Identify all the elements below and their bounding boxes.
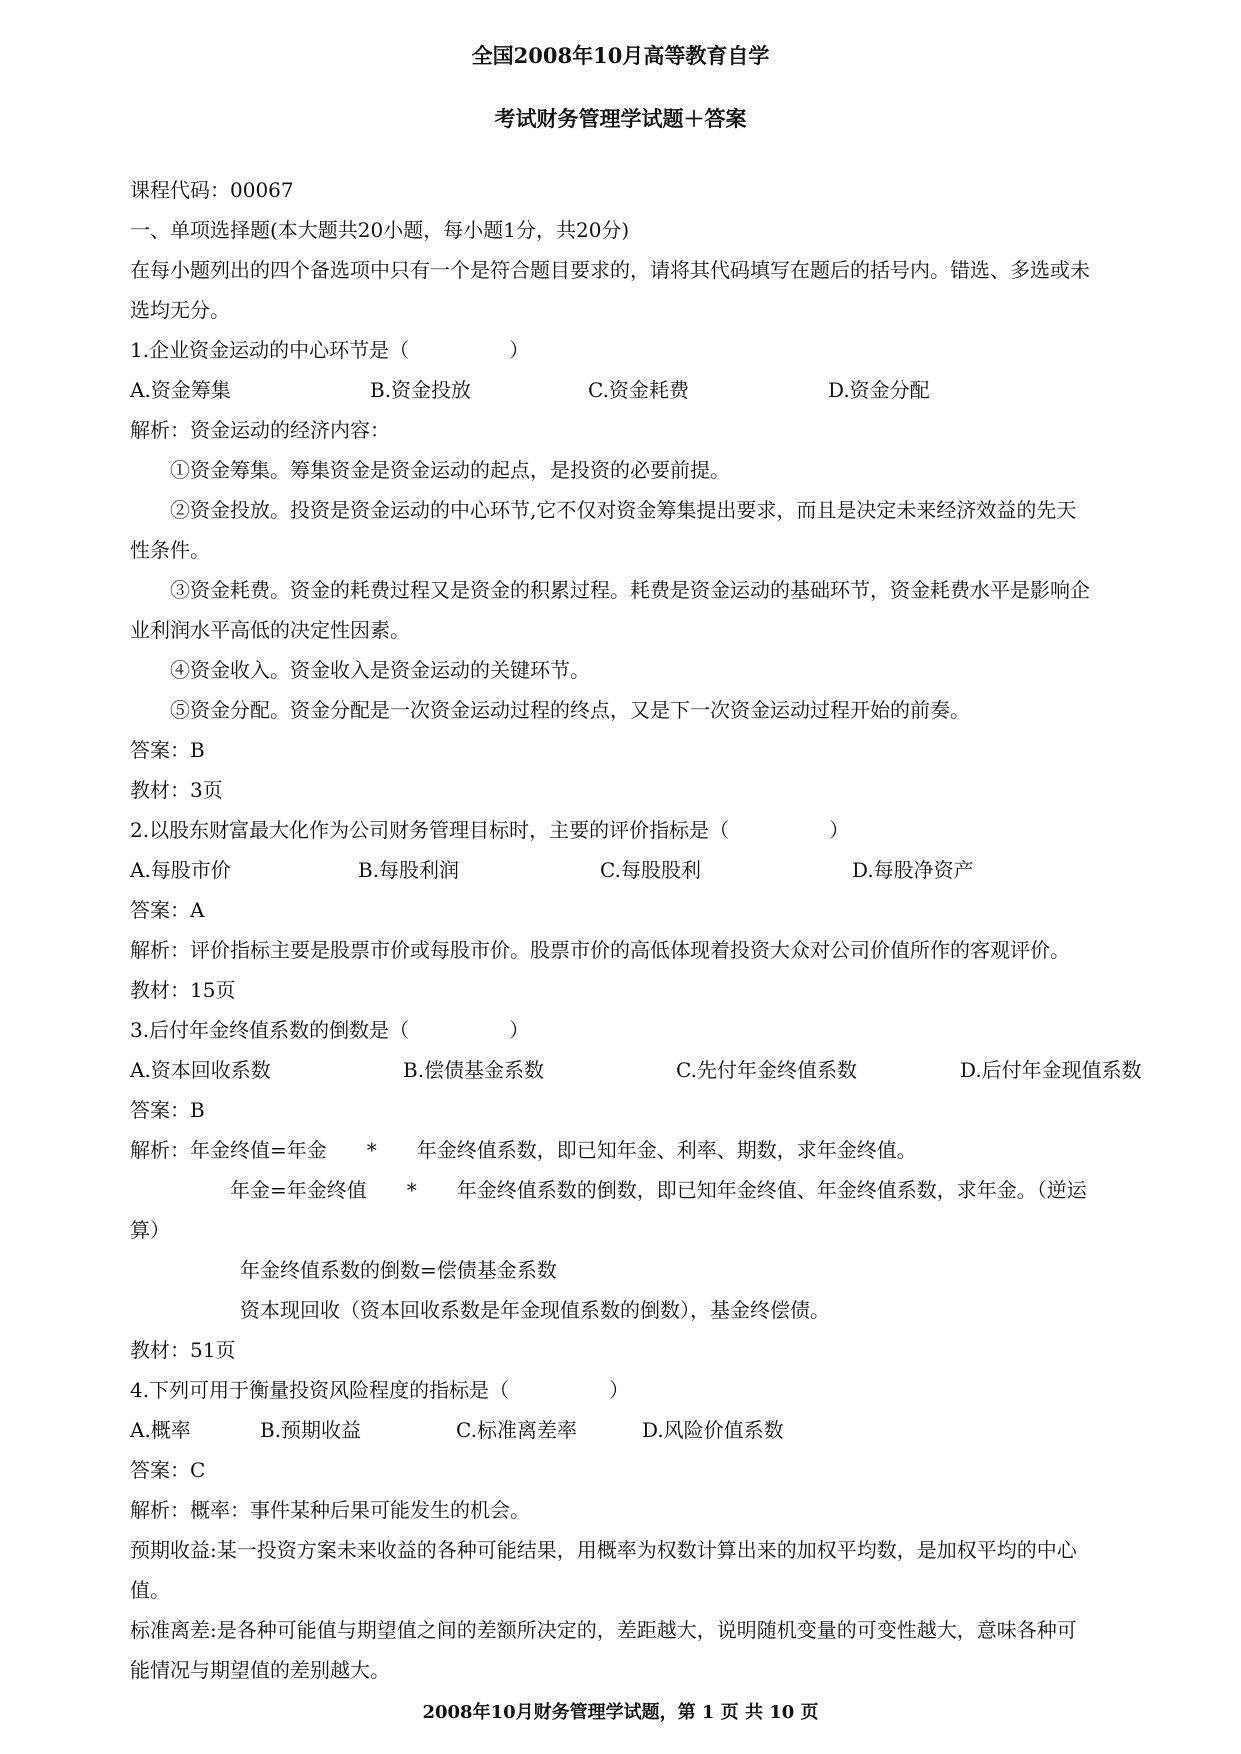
question-1-textbook: 教材：3页 bbox=[130, 778, 223, 802]
document-title-line2: 考试财务管理学试题＋答案 bbox=[494, 106, 747, 131]
document-title-line1: 全国2008年10月高等教育自学 bbox=[471, 43, 770, 68]
analysis-point-continued: 业利润水平高低的决定性因素。 bbox=[130, 618, 410, 642]
analysis-point: ③资金耗费。资金的耗费过程又是资金的积累过程。耗费是资金运动的基础环节，资金耗费水平是影响企 bbox=[170, 578, 1090, 602]
option-c: C.资金耗费 bbox=[588, 378, 689, 402]
question-1-stem: 1.企业资金运动的中心环节是（ ） bbox=[130, 338, 530, 362]
question-1-answer: 答案：B bbox=[130, 738, 205, 762]
question-3-analysis: 年金终值系数的倒数=偿债基金系数 bbox=[240, 1258, 557, 1282]
document-body bbox=[130, 170, 1180, 1690]
question-4-stem: 4.下列可用于衡量投资风险程度的指标是（ ） bbox=[130, 1378, 630, 1402]
option-b: B.每股利润 bbox=[358, 858, 460, 882]
question-1-options bbox=[130, 370, 1180, 410]
question-4-analysis: 预期收益:某一投资方案未来收益的各种可能结果，用概率为权数计算出来的加权平均数，是加权平均的中心 bbox=[130, 1538, 1077, 1562]
question-2-answer: 答案：A bbox=[130, 898, 205, 922]
instruction-line: 选均无分。 bbox=[130, 298, 230, 322]
course-code: 课程代码：00067 bbox=[130, 178, 294, 202]
question-4-analysis: 能情况与期望值的差别越大。 bbox=[130, 1658, 390, 1682]
question-3-options bbox=[130, 1050, 1180, 1090]
option-a: A.每股市价 bbox=[130, 858, 231, 882]
option-b: B.偿债基金系数 bbox=[403, 1058, 545, 1082]
question-2-options bbox=[130, 850, 1180, 890]
analysis-point-continued: 性条件。 bbox=[130, 538, 210, 562]
question-4-answer: 答案：C bbox=[130, 1458, 206, 1482]
analysis-point: ①资金筹集。筹集资金是资金运动的起点，是投资的必要前提。 bbox=[170, 458, 730, 482]
option-c: C.先付年金终值系数 bbox=[676, 1058, 857, 1082]
option-d: D.风险价值系数 bbox=[642, 1418, 784, 1442]
question-2-analysis: 解析：评价指标主要是股票市价或每股市价。股票市价的高低体现着投资大众对公司价值所作的客观评价。 bbox=[130, 938, 1070, 962]
question-3-analysis: 算） bbox=[130, 1218, 170, 1242]
question-4-analysis: 解析：概率：事件某种后果可能发生的机会。 bbox=[130, 1498, 530, 1522]
option-d: D.后付年金现值系数 bbox=[960, 1058, 1142, 1082]
question-2-stem: 2.以股东财富最大化作为公司财务管理目标时，主要的评价指标是（ ） bbox=[130, 818, 850, 842]
question-3-analysis: 资本现回收（资本回收系数是年金现值系数的倒数），基金终偿债。 bbox=[240, 1298, 830, 1322]
question-4-analysis: 值。 bbox=[130, 1578, 170, 1602]
option-b: B.预期收益 bbox=[260, 1418, 362, 1442]
question-2-textbook: 教材：15页 bbox=[130, 978, 236, 1002]
section-heading: 一、单项选择题(本大题共20小题，每小题1分，共20分) bbox=[130, 218, 630, 242]
page-footer: 2008年10月财务管理学试题，第 1 页 共 10 页 bbox=[422, 1702, 819, 1723]
option-a: A.资本回收系数 bbox=[130, 1058, 271, 1082]
option-a: A.概率 bbox=[130, 1418, 191, 1442]
option-d: D.资金分配 bbox=[828, 378, 930, 402]
analysis-intro: 解析：资金运动的经济内容： bbox=[130, 418, 390, 442]
instruction-line: 在每小题列出的四个备选项中只有一个是符合题目要求的，请将其代码填写在题后的括号内。错选、多选或未 bbox=[130, 258, 1090, 282]
option-c: C.每股股利 bbox=[600, 858, 701, 882]
option-d: D.每股净资产 bbox=[852, 858, 974, 882]
option-c: C.标准离差率 bbox=[456, 1418, 577, 1442]
question-3-textbook: 教材：51页 bbox=[130, 1338, 236, 1362]
option-b: B.资金投放 bbox=[370, 378, 472, 402]
analysis-point: ⑤资金分配。资金分配是一次资金运动过程的终点，又是下一次资金运动过程开始的前奏。 bbox=[170, 698, 970, 722]
analysis-point: ④资金收入。资金收入是资金运动的关键环节。 bbox=[170, 658, 590, 682]
question-4-analysis: 标准离差:是各种可能值与期望值之间的差额所决定的，差距越大，说明随机变量的可变性越大，意味各种可 bbox=[130, 1618, 1077, 1642]
question-3-stem: 3.后付年金终值系数的倒数是（ ） bbox=[130, 1018, 530, 1042]
question-4-options bbox=[130, 1410, 1180, 1450]
question-3-answer: 答案：B bbox=[130, 1098, 205, 1122]
analysis-point: ②资金投放。投资是资金运动的中心环节,它不仅对资金筹集提出要求，而且是决定未来经济效益的先天 bbox=[170, 498, 1077, 522]
question-3-analysis: 解析：年金终值=年金 * 年金终值系数，即已知年金、利率、期数，求年金终值。 bbox=[130, 1138, 917, 1162]
option-a: A.资金筹集 bbox=[130, 378, 231, 402]
question-3-analysis: 年金=年金终值 * 年金终值系数的倒数，即已知年金终值、年金终值系数，求年金。（逆运 bbox=[230, 1178, 1087, 1202]
